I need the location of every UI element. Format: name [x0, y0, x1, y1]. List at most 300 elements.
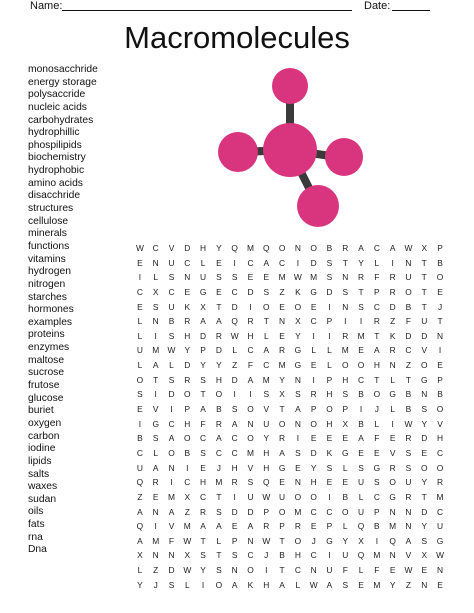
grid-letter: S [152, 433, 159, 444]
grid-letter: E [326, 433, 333, 444]
word-list-item: frutose [28, 380, 60, 392]
grid-letter: C [294, 565, 301, 576]
grid-letter: A [405, 535, 412, 546]
grid-letter: T [216, 491, 222, 502]
grid-letter: W [309, 579, 318, 590]
grid-letter: I [249, 301, 252, 312]
grid-letter: O [294, 301, 302, 312]
grid-letter: R [437, 477, 444, 488]
word-list-item: starches [28, 291, 67, 303]
grid-letter: I [233, 389, 236, 400]
grid-letter: N [168, 550, 175, 561]
grid-letter: P [279, 521, 285, 532]
grid-letter: P [310, 404, 317, 415]
grid-row [132, 402, 448, 417]
grid-letter: D [168, 565, 175, 576]
grid-letter: O [278, 243, 286, 253]
grid-letter: X [200, 301, 206, 312]
grid-letter: N [389, 360, 396, 371]
grid-letter: M [357, 330, 365, 341]
grid-letter: A [247, 374, 254, 385]
grid-letter: P [326, 374, 333, 385]
grid-letter: A [137, 506, 143, 517]
grid-letter: X [152, 286, 159, 297]
word-list-item: maltose [28, 354, 65, 366]
grid-letter: I [312, 330, 315, 341]
grid-letter: O [436, 404, 444, 415]
grid-letter: D [231, 301, 238, 312]
molecule-atoms [218, 68, 363, 227]
grid-letter: X [184, 491, 191, 502]
grid-letter: I [328, 301, 331, 312]
word-list-item: enzymes [28, 342, 70, 354]
grid-letter: S [200, 374, 206, 385]
grid-letter: O [326, 404, 333, 415]
grid-letter: B [437, 257, 443, 268]
grid-letter: S [326, 462, 333, 473]
word-list-item: hormones [28, 304, 74, 316]
grid-letter: J [216, 462, 221, 473]
grid-letter: R [342, 330, 349, 341]
word-list-item: oxygen [28, 417, 62, 429]
grid-letter: S [326, 257, 333, 268]
grid-letter: A [168, 506, 175, 517]
grid-letter: A [231, 579, 238, 590]
grid-letter: N [152, 550, 159, 561]
grid-letter: C [437, 447, 444, 458]
grid-letter: S [263, 286, 270, 297]
grid-letter: B [342, 491, 349, 502]
grid-letter: T [421, 272, 427, 283]
grid-letter: G [342, 447, 349, 458]
grid-letter: E [200, 462, 206, 473]
grid-letter: S [168, 374, 175, 385]
grid-letter: M [310, 272, 318, 283]
grid-letter: P [326, 521, 333, 532]
grid-letter: G [373, 462, 381, 473]
grid-letter: I [138, 272, 142, 283]
grid-letter: P [437, 374, 443, 385]
grid-letter: P [200, 345, 206, 356]
grid-letter: B [137, 433, 143, 444]
grid-letter: M [373, 579, 381, 590]
grid-letter: J [437, 301, 443, 312]
grid-letter: E [231, 521, 238, 532]
grid-letter: H [263, 579, 270, 590]
atom-left [218, 132, 258, 172]
grid-letter: E [374, 447, 380, 458]
grid-letter: L [153, 447, 159, 458]
grid-letter: N [405, 257, 412, 268]
grid-letter: M [246, 447, 254, 458]
grid-letter: N [421, 579, 428, 590]
grid-letter: B [279, 550, 285, 561]
grid-letter: H [326, 389, 333, 400]
grid-letter: W [404, 418, 413, 429]
grid-letter: U [136, 462, 143, 473]
grid-letter: F [405, 316, 411, 327]
grid-letter: U [279, 491, 286, 502]
grid-letter: T [358, 286, 364, 297]
date-field-line[interactable] [392, 10, 430, 11]
grid-letter: V [405, 550, 412, 561]
grid-letter: E [389, 433, 396, 444]
grid-letter: N [231, 565, 238, 576]
grid-letter: U [168, 301, 175, 312]
grid-letter: F [247, 360, 254, 371]
grid-letter: L [169, 360, 174, 371]
word-list-item: monosacchride [28, 64, 98, 75]
grid-letter: C [136, 447, 143, 458]
grid-letter: T [437, 316, 443, 327]
grid-letter: U [421, 316, 428, 327]
grid-letter: E [358, 579, 364, 590]
grid-letter: S [421, 404, 428, 415]
grid-letter: V [168, 521, 175, 532]
grid-letter: O [436, 462, 444, 473]
grid-letter: H [263, 447, 270, 458]
grid-letter: D [310, 447, 317, 458]
grid-letter: C [437, 506, 444, 517]
grid-letter: I [328, 491, 331, 502]
grid-letter: C [247, 345, 254, 356]
grid-letter: Q [263, 243, 270, 253]
grid-letter: D [215, 345, 222, 356]
grid-row [132, 343, 448, 358]
grid-letter: W [404, 243, 413, 253]
grid-letter: I [328, 550, 331, 561]
grid-letter: N [152, 316, 159, 327]
grid-letter: Y [216, 243, 222, 253]
grid-letter: J [311, 535, 316, 546]
grid-letter: H [310, 477, 317, 488]
atom-center [263, 123, 317, 177]
word-list-item: nitrogen [28, 278, 66, 290]
grid-letter: F [168, 535, 175, 546]
grid-letter: E [421, 447, 428, 458]
grid-row [132, 300, 448, 315]
grid-letter: Q [357, 550, 365, 561]
grid-letter: B [326, 243, 333, 253]
grid-letter: T [200, 535, 206, 546]
grid-letter: I [328, 330, 331, 341]
grid-letter: S [247, 477, 254, 488]
grid-letter: N [294, 374, 301, 385]
grid-letter: D [231, 374, 238, 385]
grid-letter: H [263, 462, 270, 473]
grid-letter: G [310, 286, 317, 297]
grid-letter: E [310, 433, 317, 444]
grid-letter: Y [200, 565, 206, 576]
grid-letter: X [421, 243, 428, 253]
grid-letter: B [437, 389, 443, 400]
grid-letter: C [231, 447, 238, 458]
grid-letter: S [295, 447, 301, 458]
grid-letter: R [342, 243, 349, 253]
grid-letter: B [405, 389, 412, 400]
grid-letter: L [216, 535, 222, 546]
grid-letter: Y [200, 360, 206, 371]
grid-letter: I [312, 374, 315, 385]
grid-letter: B [374, 521, 380, 532]
grid-letter: S [216, 272, 222, 283]
grid-letter: E [310, 521, 317, 532]
grid-letter: T [374, 330, 380, 341]
grid-letter: L [358, 491, 364, 502]
grid-letter: E [279, 301, 285, 312]
grid-letter: Y [279, 374, 285, 385]
grid-letter: F [200, 418, 206, 429]
grid-letter: B [405, 301, 412, 312]
grid-letter: T [421, 286, 427, 297]
grid-letter: A [389, 243, 396, 253]
grid-letter: V [263, 404, 270, 415]
grid-letter: Y [310, 462, 317, 473]
grid-letter: R [294, 521, 301, 532]
grid-letter: R [215, 330, 222, 341]
grid-letter: I [201, 579, 205, 590]
grid-letter: O [342, 506, 349, 517]
grid-letter: I [359, 316, 363, 327]
grid-letter: U [342, 550, 349, 561]
grid-letter: L [390, 404, 395, 415]
grid-letter: X [342, 418, 349, 429]
grid-letter: O [184, 433, 191, 444]
word-list-item: hydrogen [28, 266, 71, 278]
grid-row [132, 548, 448, 563]
grid-letter: C [279, 257, 286, 268]
grid-letter: M [373, 550, 381, 561]
word-list-item: examples [28, 316, 73, 328]
name-date-header [0, 0, 474, 14]
grid-letter: N [405, 506, 412, 517]
grid-letter: L [137, 316, 143, 327]
grid-letter: O [310, 243, 317, 253]
grid-letter: P [374, 506, 380, 517]
grid-letter: G [199, 286, 207, 297]
grid-letter: G [294, 360, 302, 371]
grid-letter: E [326, 477, 333, 488]
grid-letter: D [405, 330, 412, 341]
grid-letter: M [168, 491, 175, 502]
word-list-item: minerals [28, 228, 67, 240]
grid-letter: C [326, 506, 333, 517]
grid-letter: D [326, 286, 333, 297]
grid-letter: N [389, 550, 396, 561]
grid-letter: U [200, 272, 207, 283]
grid-letter: I [344, 316, 347, 327]
grid-letter: P [184, 404, 191, 415]
grid-letter: M [278, 360, 286, 371]
grid-letter: Q [136, 521, 144, 532]
grid-letter: H [215, 374, 222, 385]
grid-row [132, 358, 448, 373]
grid-letter: W [230, 330, 239, 341]
grid-letter: H [184, 418, 191, 429]
grid-letter: C [247, 550, 254, 561]
grid-letter: D [389, 301, 396, 312]
grid-letter: S [295, 389, 301, 400]
grid-letter: S [326, 272, 333, 283]
grid-letter: E [263, 272, 270, 283]
grid-letter: A [358, 243, 364, 253]
grid-letter: E [216, 257, 222, 268]
grid-letter: Y [389, 579, 396, 590]
grid-letter: E [279, 330, 285, 341]
grid-letter: I [375, 535, 379, 546]
grid-letter: Q [389, 535, 396, 546]
grid-letter: I [186, 462, 189, 473]
grid-letter: X [421, 550, 428, 561]
grid-letter: E [342, 433, 349, 444]
grid-letter: O [184, 389, 191, 400]
grid-letter: A [168, 433, 175, 444]
word-list-item: oils [28, 506, 44, 518]
grid-letter: F [374, 272, 380, 283]
grid-letter: N [437, 330, 444, 341]
grid-letter: I [359, 404, 363, 415]
grid-letter: R [215, 418, 222, 429]
grid-letter: M [246, 243, 254, 253]
grid-letter: T [216, 301, 222, 312]
name-field-line[interactable] [62, 10, 352, 11]
grid-letter: V [389, 447, 396, 458]
grid-letter: E [137, 404, 143, 415]
grid-letter: N [152, 506, 159, 517]
grid-letter: Z [184, 506, 190, 517]
grid-letter: C [310, 316, 317, 327]
grid-letter: L [342, 462, 348, 473]
grid-row [132, 241, 448, 256]
grid-letter: C [152, 243, 159, 253]
grid-letter: E [358, 447, 364, 458]
grid-letter: G [436, 535, 444, 546]
grid-letter: P [263, 506, 270, 517]
grid-letter: M [294, 506, 302, 517]
grid-letter: N [342, 272, 349, 283]
grid-letter: L [374, 257, 380, 268]
grid-letter: V [421, 345, 428, 356]
grid-letter: L [153, 272, 159, 283]
atom-right [325, 138, 363, 176]
grid-letter: G [294, 345, 302, 356]
grid-letter: Q [136, 477, 144, 488]
grid-letter: O [294, 535, 302, 546]
grid-letter: S [168, 330, 175, 341]
word-list-item: cellulose [28, 215, 69, 227]
grid-letter: R [184, 374, 191, 385]
grid-letter: N [279, 316, 286, 327]
grid-letter: R [389, 462, 396, 473]
word-list-item: Dna [28, 544, 47, 556]
grid-letter: D [421, 330, 428, 341]
grid-letter: H [342, 374, 349, 385]
word-list-item: fats [28, 519, 45, 531]
grid-letter: M [262, 374, 270, 385]
grid-letter: W [167, 345, 176, 356]
grid-letter: O [357, 360, 365, 371]
grid-letter: I [249, 389, 252, 400]
grid-letter: O [373, 389, 381, 400]
grid-letter: O [278, 506, 286, 517]
grid-letter: S [168, 272, 175, 283]
grid-letter: R [373, 316, 380, 327]
word-list-item: energy storage [28, 76, 97, 88]
letter-grid [132, 241, 448, 592]
grid-letter: A [137, 535, 143, 546]
grid-letter: A [279, 579, 285, 590]
grid-letter: A [326, 579, 333, 590]
grid-letter: A [216, 316, 222, 327]
grid-letter: N [184, 272, 191, 283]
grid-letter: E [310, 301, 317, 312]
grid-letter: R [279, 433, 286, 444]
grid-letter: Y [421, 418, 428, 429]
grid-letter: A [152, 360, 159, 371]
grid-letter: E [137, 301, 143, 312]
word-list-item: phospilipids [28, 139, 82, 151]
grid-letter: A [263, 345, 270, 356]
grid-letter: E [421, 565, 428, 576]
grid-letter: S [374, 477, 380, 488]
grid-letter: L [311, 345, 316, 356]
grid-letter: S [231, 272, 238, 283]
grid-letter: A [231, 418, 238, 429]
grid-letter: R [389, 345, 396, 356]
grid-letter: Y [342, 535, 349, 546]
grid-letter: U [326, 565, 333, 576]
grid-letter: Z [232, 360, 238, 371]
grid-letter: V [168, 243, 175, 253]
grid-letter: U [263, 418, 270, 429]
grid-letter: Z [137, 491, 143, 502]
grid-letter: U [405, 272, 412, 283]
grid-letter: Z [390, 316, 396, 327]
grid-letter: D [200, 330, 207, 341]
grid-letter: N [294, 243, 301, 253]
grid-letter: O [420, 462, 428, 473]
grid-letter: K [389, 330, 396, 341]
grid-letter: N [421, 389, 428, 400]
grid-letter: U [358, 506, 365, 517]
word-list-item: disacchride [28, 190, 81, 202]
grid-letter: M [183, 521, 191, 532]
grid-letter: S [405, 447, 412, 458]
grid-letter: K [295, 286, 301, 297]
grid-letter: I [265, 565, 268, 576]
grid-letter: P [374, 286, 380, 297]
grid-letter: W [262, 535, 271, 546]
grid-letter: D [231, 506, 238, 517]
grid-letter: E [310, 360, 317, 371]
grid-letter: T [263, 316, 269, 327]
grid-row [132, 475, 448, 490]
grid-letter: T [421, 301, 427, 312]
grid-letter: Q [231, 316, 238, 327]
grid-letter: S [200, 550, 206, 561]
grid-letter: S [342, 286, 349, 297]
grid-letter: L [137, 565, 143, 576]
grid-letter: W [183, 565, 192, 576]
grid-row [132, 578, 448, 593]
grid-letter: T [421, 491, 427, 502]
grid-letter: O [420, 360, 428, 371]
grid-letter: C [373, 243, 380, 253]
grid-letter: Y [421, 521, 428, 532]
date-label: Date: [364, 0, 391, 12]
grid-letter: H [231, 462, 238, 473]
grid-letter: E [295, 462, 301, 473]
